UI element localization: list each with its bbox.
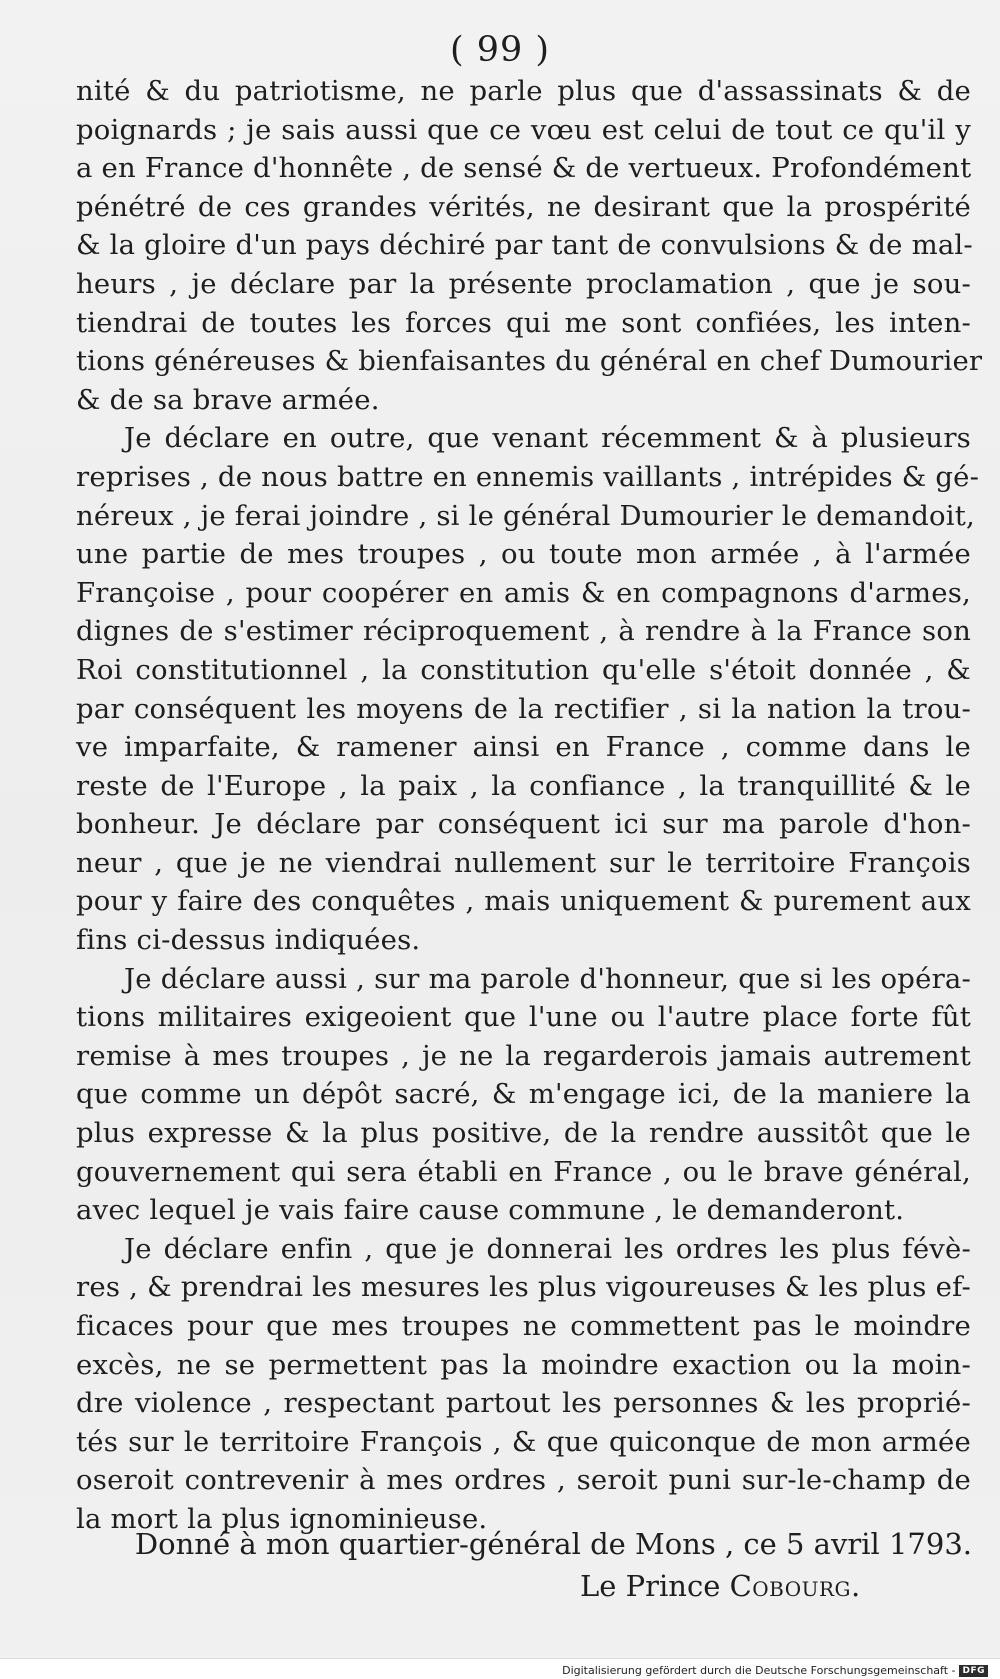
text-line: & de sa brave armée. [76, 383, 380, 416]
text-line: bonheur. Je déclare par conséquent ici sur ma parole d'hon- [76, 808, 971, 841]
proclamation-text [76, 72, 983, 1539]
text-line: tés sur le territoire François , & que quiconque de mon armée [76, 1425, 971, 1458]
text-line: neur , que je ne viendrai nullement sur le territoire François [76, 846, 971, 879]
signature-name: Cobourg. [729, 1569, 861, 1603]
text-line: poignards ; je sais aussi que ce vœu est celui de tout ce qu'il y [76, 113, 971, 146]
footer-credit-text: Digitalisierung gefördert durch die Deutsche Forschungsgemeinschaft - [562, 1664, 956, 1677]
text-line: reste de l'Europe , la paix , la confiance , la tranquillité & le [76, 769, 971, 802]
page-number: ( 99 ) [449, 30, 551, 70]
dfg-logo-icon: DFG [959, 1665, 988, 1677]
text-line: dignes de s'estimer réciproquement , à rendre à la France son [76, 615, 971, 648]
text-line: oseroit contrevenir à mes ordres , seroit puni sur-le-champ de [76, 1464, 971, 1497]
text-line: par conséquent les moyens de la rectifier , si la nation la trou- [76, 692, 971, 725]
date-line: Donné à mon quartier-général de Mons , ce 5 avril 1793. [134, 1527, 972, 1561]
text-line: pour y faire des conquêtes , mais uniquement & purement aux [76, 885, 971, 918]
text-line: tions généreuses & bienfaisantes du général en chef Dumourier [76, 345, 983, 378]
text-line: plus expresse & la plus positive, de la rendre aussitôt que le [76, 1117, 971, 1150]
text-line: Je déclare aussi , sur ma parole d'honneur, que si les opéra- [124, 962, 971, 995]
signature [580, 1566, 940, 1606]
footer-credit [562, 1664, 988, 1677]
text-line: excès, ne se permettent pas la moindre exaction ou la moin- [76, 1348, 971, 1381]
text-line: tiendrai de toutes les forces qui me sont confiées, les inten- [76, 306, 971, 339]
text-line: dre violence , respectant partout les personnes & les proprié- [76, 1387, 971, 1420]
text-line: la mort la plus ignominieuse. [76, 1502, 488, 1535]
text-line: ve imparfaite, & ramener ainsi en France , comme dans le [76, 731, 971, 764]
text-line: Je déclare enfin , que je donnerai les ordres les plus févè- [124, 1232, 971, 1265]
text-line: tions militaires exigeoient que l'une ou l'autre place forte fût [76, 1001, 971, 1034]
text-line: néreux , je ferai joindre , si le général Dumourier le demandoit, [76, 499, 975, 532]
text-line: que comme un dépôt sacré, & m'engage ici, de la maniere la [76, 1078, 971, 1111]
text-line: Je déclare en outre, que venant récemment & à plusieurs [124, 422, 971, 455]
text-line: reprises , de nous battre en ennemis vaillants , intrépides & gé- [76, 460, 980, 493]
text-line: avec lequel je vais faire cause commune , le demanderont. [76, 1194, 905, 1227]
text-line: Roi constitutionnel , la constitution qu'elle s'étoit donnée , & [76, 653, 971, 686]
text-line: gouvernement qui sera établi en France , ou le brave général, [76, 1155, 971, 1188]
text-line: remise à mes troupes , je ne la regarderois jamais autrement [76, 1039, 971, 1072]
text-line: res , & prendrai les mesures les plus vigoureuses & les plus ef- [76, 1271, 971, 1304]
text-line: a en France d'honnête , de sensé & de vertueux. Profondément [76, 152, 972, 185]
text-line: heurs , je déclare par la présente proclamation , que je sou- [76, 267, 971, 300]
signature-prefix: Le Prince [580, 1569, 730, 1603]
text-line: fins ci-dessus indiquées. [76, 924, 421, 957]
footer-bar [0, 1658, 1000, 1679]
text-line: nité & du patriotisme, ne parle plus que d'assassinats & de [76, 75, 971, 107]
text-line: & la gloire d'un pays déchiré par tant de convulsions & de mal- [76, 229, 973, 262]
text-line: pénétré de ces grandes vérités, ne desirant que la prospérité [76, 190, 971, 223]
text-line: ficaces pour que mes troupes ne commettent pas le moindre [76, 1310, 971, 1342]
text-line: Françoise , pour coopérer en amis & en compagnons d'armes, [76, 576, 971, 609]
text-line: une partie de mes troupes , ou toute mon armée , à l'armée [76, 538, 971, 571]
